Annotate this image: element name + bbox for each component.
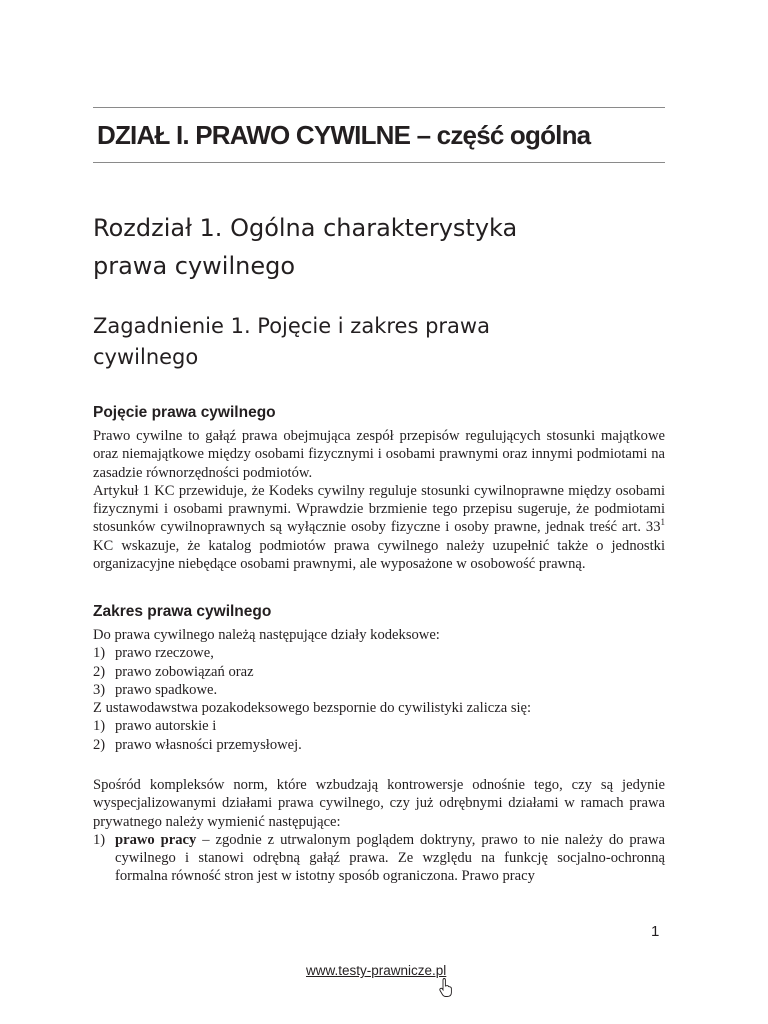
section-heading-concept: Pojęcie prawa cywilnego xyxy=(93,404,276,421)
list-item-text: prawo rzeczowe, xyxy=(115,645,214,662)
list-item-text: prawo spadkowe. xyxy=(115,681,218,698)
list-item xyxy=(93,644,665,662)
chapter-title-line1: Rozdział 1. Ogólna charakterystyka xyxy=(93,214,518,242)
list-item xyxy=(93,831,665,886)
footer-website-link[interactable]: www.testy-prawnicze.pl xyxy=(306,963,447,978)
top-rule xyxy=(93,107,665,108)
controversy-section xyxy=(93,776,665,886)
section-body-concept xyxy=(93,427,665,573)
list-item-number: 1) xyxy=(93,831,106,848)
chapter-title-line2: prawa cywilnego xyxy=(93,252,296,280)
list-item-number: 1) xyxy=(93,645,106,662)
part-title: DZIAŁ I. PRAWO CYWILNE – część ogólna xyxy=(97,120,591,150)
topic-title-line2: cywilnego xyxy=(93,345,199,369)
list-item-number: 1) xyxy=(93,718,106,735)
list-item-text: – zgodnie z utrwalonym poglądem doktryny, prawo to nie należy do prawa cywilnego i stanowi odrębną gałąź prawa. Ze względu na funkcję socjalno-ochronną formalna równość stron jest w istotny sposób ograniczona. Prawo pracy xyxy=(115,831,666,885)
list-item-number: 2) xyxy=(93,736,106,753)
paragraph-definition: Prawo cywilne to gałąź prawa obejmująca zespół przepisów regulujących stosunki majątkowe oraz niemajątkowe między osobami fizycznymi i osobami prawnymi oraz innymi podmiotami na zasadzie równorzędności podmiotów. xyxy=(93,428,665,481)
statutes-list-intro: Z ustawodawstwa pozakodeksowego bezspornie do cywilistyki zalicza się: xyxy=(93,700,532,717)
list-item xyxy=(93,736,665,754)
list-item-number: 2) xyxy=(93,663,106,680)
paragraph-article-1 xyxy=(93,482,665,573)
topic-title xyxy=(93,311,665,373)
code-list xyxy=(93,644,665,699)
list-item xyxy=(93,663,665,681)
section-body-scope xyxy=(93,626,665,754)
list-item-text: prawo zobowiązań oraz xyxy=(115,663,254,680)
topic-title-line1: Zagadnienie 1. Pojęcie i zakres prawa xyxy=(93,314,490,338)
controversy-list xyxy=(93,831,665,886)
code-list-intro: Do prawa cywilnego należą następujące działy kodeksowe: xyxy=(93,627,440,643)
bottom-rule xyxy=(93,162,665,163)
list-item xyxy=(93,717,665,735)
statutes-list xyxy=(93,717,665,754)
pointer-hand-icon xyxy=(439,978,453,1003)
paragraph-article-1-text-a: Artykuł 1 KC przewiduje, że Kodeks cywilny reguluje stosunki cywilnoprawne między osobami fizycznymi i osobami prawnymi. Wprawdzie brzmienie tego przepisu sugeruje, że podmiotami stosunków cywilnoprawnych są wyłącznie osoby fizyczne i osoby prawne, jednak treść art. 33 xyxy=(93,482,665,536)
list-item-text: prawo własności przemysłowej. xyxy=(115,736,302,753)
list-item-number: 3) xyxy=(93,681,106,698)
chapter-title xyxy=(93,209,665,285)
list-item xyxy=(93,681,665,699)
article-superscript: 1 xyxy=(660,517,665,528)
section-heading-scope: Zakres prawa cywilnego xyxy=(93,603,272,620)
page-number: 1 xyxy=(651,923,660,940)
paragraph-article-1-text-b: KC wskazuje, że katalog podmiotów prawa cywilnego należy uzupełnić także o jednostki organizacyjne niebędące osobami prawnymi, ale wyposażone w osobowość prawną. xyxy=(93,537,665,573)
list-item-text: prawo autorskie i xyxy=(115,718,217,735)
controversy-paragraph: Spośród kompleksów norm, które wzbudzają kontrowersje odnośnie tego, czy są jedynie wyspecjalizowanymi działami prawa cywilnego, czy już odrębnymi działami w ramach prawa prywatnego należy wymienić następujące: xyxy=(93,777,665,830)
list-item-term: prawo pracy xyxy=(115,831,197,848)
